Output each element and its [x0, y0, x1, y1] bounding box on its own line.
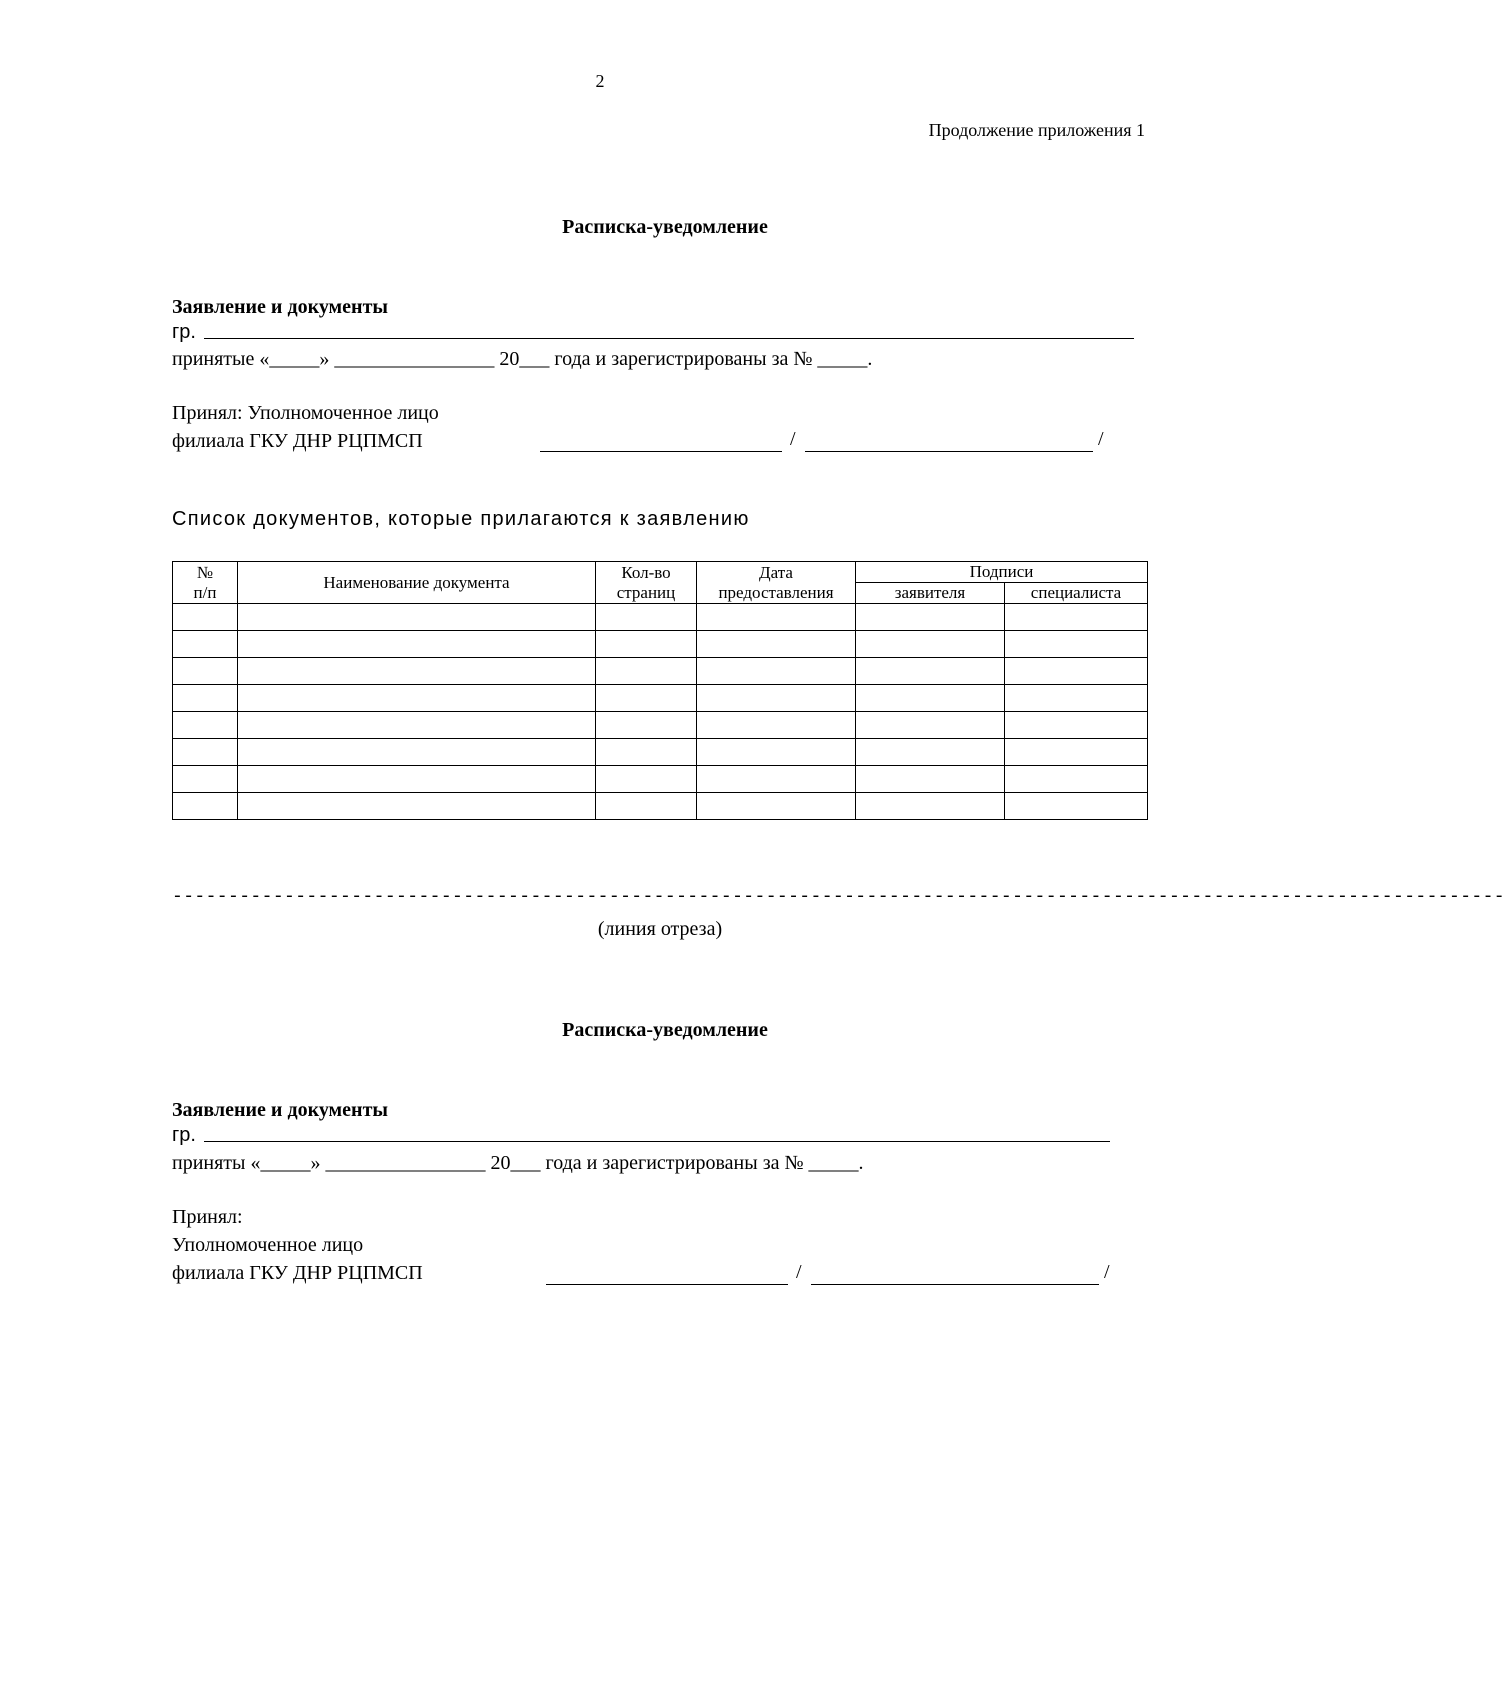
received-by-line2-bottom: Уполномоченное лицо	[172, 1234, 364, 1256]
received-by-line2-top: филиала ГКУ ДНР РЦПМСП	[172, 430, 423, 452]
name-field-top[interactable]	[805, 451, 1093, 452]
documents-table	[172, 561, 1148, 820]
separator-slash: /	[796, 1261, 802, 1283]
table-cell[interactable]	[173, 631, 238, 658]
table-cell[interactable]	[173, 766, 238, 793]
separator-slash: /	[1098, 428, 1104, 450]
gr-label: гр.	[172, 321, 196, 343]
receipt-heading-top: Заявление и документы	[172, 296, 389, 318]
table-cell[interactable]	[173, 604, 238, 631]
table-cell[interactable]	[856, 712, 1005, 739]
table-row	[173, 658, 1148, 685]
table-cell[interactable]	[856, 685, 1005, 712]
signature-field-bottom[interactable]	[546, 1284, 788, 1285]
citizen-line-top	[172, 321, 1134, 344]
separator-slash: /	[1104, 1261, 1110, 1283]
citizen-name-field[interactable]	[204, 338, 1134, 339]
table-cell[interactable]	[697, 658, 856, 685]
table-cell[interactable]	[596, 793, 697, 820]
table-cell[interactable]	[596, 739, 697, 766]
table-cell[interactable]	[238, 685, 596, 712]
table-cell[interactable]	[1005, 793, 1148, 820]
table-cell[interactable]	[1005, 685, 1148, 712]
table-cell[interactable]	[238, 712, 596, 739]
receipt-heading-bottom: Заявление и документы	[172, 1099, 389, 1121]
table-cell[interactable]	[596, 604, 697, 631]
table-cell[interactable]	[1005, 631, 1148, 658]
table-cell[interactable]	[173, 793, 238, 820]
table-cell[interactable]	[596, 658, 697, 685]
received-by-line1-top: Принял: Уполномоченное лицо	[172, 402, 439, 424]
table-cell[interactable]	[856, 793, 1005, 820]
table-row	[173, 712, 1148, 739]
table-cell[interactable]	[173, 712, 238, 739]
table-cell[interactable]	[697, 685, 856, 712]
table-cell[interactable]	[238, 739, 596, 766]
table-cell[interactable]	[697, 712, 856, 739]
table-cell[interactable]	[697, 793, 856, 820]
appendix-continuation: Продолжение приложения 1	[928, 120, 1145, 140]
column-header-page-count: Кол-во страниц	[596, 562, 697, 604]
received-by-line3-bottom: филиала ГКУ ДНР РЦПМСП	[172, 1262, 423, 1284]
table-cell[interactable]	[238, 604, 596, 631]
table-cell[interactable]	[238, 793, 596, 820]
column-header-number: № п/п	[173, 562, 238, 604]
table-cell[interactable]	[1005, 739, 1148, 766]
page-number: 2	[595, 71, 605, 91]
table-row	[173, 793, 1148, 820]
received-by-line1-bottom: Принял:	[172, 1206, 243, 1228]
table-row	[173, 685, 1148, 712]
table-cell[interactable]	[173, 685, 238, 712]
cut-line-label: (линия отреза)	[597, 918, 723, 940]
accepted-line-top: принятыe «_____» ________________ 20___ года и зарегистрированы за № _____.	[172, 348, 873, 370]
column-header-specialist: специалиста	[1005, 583, 1148, 604]
table-cell[interactable]	[173, 658, 238, 685]
citizen-name-field[interactable]	[204, 1141, 1110, 1142]
table-cell[interactable]	[173, 739, 238, 766]
documents-list-heading: Список документов, которые прилагаются к заявлению	[172, 508, 750, 530]
table-cell[interactable]	[596, 631, 697, 658]
accepted-line-bottom: приняты «_____» ________________ 20___ года и зарегистрированы за № _____.	[172, 1152, 864, 1174]
table-cell[interactable]	[697, 766, 856, 793]
cut-line: -----------------------------------------------------------------------------------------------------------------------	[172, 887, 1505, 907]
column-header-signatures: Подписи	[856, 562, 1148, 583]
table-cell[interactable]	[238, 631, 596, 658]
name-field-bottom[interactable]	[811, 1284, 1099, 1285]
receipt-title-top: Расписка-уведомление	[562, 216, 768, 238]
table-cell[interactable]	[1005, 712, 1148, 739]
table-cell[interactable]	[1005, 766, 1148, 793]
table-cell[interactable]	[697, 631, 856, 658]
table-row	[173, 739, 1148, 766]
table-cell[interactable]	[1005, 658, 1148, 685]
table-row	[173, 631, 1148, 658]
citizen-line-bottom	[172, 1124, 1110, 1147]
table-cell[interactable]	[238, 766, 596, 793]
table-cell[interactable]	[856, 604, 1005, 631]
column-header-document-name: Наименование документа	[238, 562, 596, 604]
table-cell[interactable]	[856, 739, 1005, 766]
table-cell[interactable]	[596, 712, 697, 739]
table-row	[173, 766, 1148, 793]
table-row	[173, 604, 1148, 631]
table-cell[interactable]	[697, 739, 856, 766]
documents-table-body	[173, 604, 1148, 820]
table-cell[interactable]	[856, 766, 1005, 793]
table-cell[interactable]	[856, 658, 1005, 685]
table-cell[interactable]	[596, 766, 697, 793]
table-cell[interactable]	[238, 658, 596, 685]
signature-field-top[interactable]	[540, 451, 782, 452]
column-header-applicant: заявителя	[856, 583, 1005, 604]
table-cell[interactable]	[596, 685, 697, 712]
table-cell[interactable]	[697, 604, 856, 631]
table-cell[interactable]	[856, 631, 1005, 658]
column-header-submission-date: Дата предоставления	[697, 562, 856, 604]
receipt-title-bottom: Расписка-уведомление	[562, 1019, 768, 1041]
table-cell[interactable]	[1005, 604, 1148, 631]
separator-slash: /	[790, 428, 796, 450]
gr-label: гр.	[172, 1124, 196, 1146]
